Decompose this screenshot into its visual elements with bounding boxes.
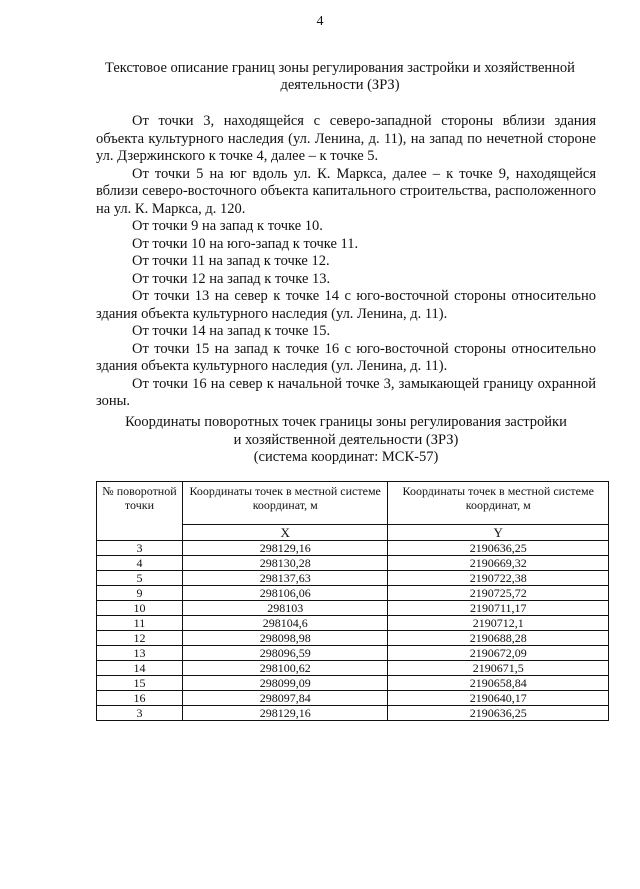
cell-point: 13 bbox=[97, 646, 183, 661]
table-row bbox=[97, 616, 609, 631]
cell-x: 298137,63 bbox=[182, 571, 388, 586]
table-row bbox=[97, 631, 609, 646]
cell-point: 4 bbox=[97, 556, 183, 571]
cell-point: 11 bbox=[97, 616, 183, 631]
header-x-coordinates: Координаты точек в местной системе координат, м bbox=[182, 482, 388, 525]
cell-x: 298104,6 bbox=[182, 616, 388, 631]
cell-y: 2190725,72 bbox=[388, 586, 609, 601]
cell-point: 15 bbox=[97, 676, 183, 691]
coordinates-title-line2: и хозяйственной деятельности (ЗРЗ) bbox=[233, 431, 459, 448]
description-paragraph: От точки 3, находящейся с северо-западной стороны вблизи здания объекта культурного наследия (ул. Ленина, д. 11), на запад по нечетной стороне ул. Дзержинского к точке 4, далее – к точке 5. bbox=[96, 113, 596, 164]
coordinates-title-line3: (система координат: МСК-57) bbox=[253, 449, 439, 465]
cell-point: 12 bbox=[97, 631, 183, 646]
cell-y: 2190671,5 bbox=[388, 661, 609, 676]
coordinates-title bbox=[96, 414, 596, 467]
table-row bbox=[97, 586, 609, 601]
coordinates-title-line1: Координаты поворотных точек границы зоны регулирования застройки bbox=[125, 414, 567, 430]
table-row bbox=[97, 661, 609, 676]
cell-x: 298130,28 bbox=[182, 556, 388, 571]
description-paragraph: От точки 13 на север к точке 14 с юго-восточной стороны относительно здания объекта культурного наследия (ул. Ленина, д. 11). bbox=[96, 288, 596, 322]
cell-point: 14 bbox=[97, 661, 183, 676]
cell-point: 16 bbox=[97, 691, 183, 706]
description-paragraph: От точки 16 на север к начальной точке 3, замыкающей границу охранной зоны. bbox=[96, 375, 596, 409]
description-paragraph: От точки 5 на юг вдоль ул. К. Маркса, далее – к точке 9, находящейся вблизи северо-восточного объекта капитального строительства, расположенного на ул. К. Маркса, д. 120. bbox=[96, 165, 596, 217]
cell-y: 2190722,38 bbox=[388, 571, 609, 586]
header-y-axis: Y bbox=[388, 525, 609, 541]
cell-point: 3 bbox=[97, 706, 183, 721]
document-title: Текстовое описание границ зоны регулирования застройки и хозяйственной деятельности (ЗРЗ) bbox=[105, 60, 575, 93]
cell-y: 2190658,84 bbox=[388, 676, 609, 691]
cell-y: 2190688,28 bbox=[388, 631, 609, 646]
cell-x: 298129,16 bbox=[182, 541, 388, 556]
cell-y: 2190636,25 bbox=[388, 706, 609, 721]
table-row bbox=[97, 541, 609, 556]
cell-y: 2190712,1 bbox=[388, 616, 609, 631]
description-paragraph: От точки 15 на запад к точке 16 с юго-восточной стороны относительно здания объекта культурного наследия (ул. Ленина, д. 11). bbox=[96, 340, 596, 374]
cell-y: 2190636,25 bbox=[388, 541, 609, 556]
table-row bbox=[97, 646, 609, 661]
description-paragraph: От точки 9 на запад к точке 10. bbox=[132, 218, 323, 234]
table-row bbox=[97, 571, 609, 586]
cell-y: 2190640,17 bbox=[388, 691, 609, 706]
cell-point: 3 bbox=[97, 541, 183, 556]
cell-x: 298100,62 bbox=[182, 661, 388, 676]
table-row bbox=[97, 556, 609, 571]
table-row bbox=[97, 601, 609, 616]
description-paragraph: От точки 10 на юго-запад к точке 11. bbox=[132, 235, 359, 252]
cell-x: 298097,84 bbox=[182, 691, 388, 706]
header-x-axis: X bbox=[182, 525, 388, 541]
cell-x: 298099,09 bbox=[182, 676, 388, 691]
cell-point: 10 bbox=[97, 601, 183, 616]
description-paragraph: От точки 11 на запад к точке 12. bbox=[132, 253, 330, 269]
cell-y: 2190711,17 bbox=[388, 601, 609, 616]
table-row bbox=[97, 676, 609, 691]
cell-x: 298098,98 bbox=[182, 631, 388, 646]
cell-x: 298106,06 bbox=[182, 586, 388, 601]
cell-x: 298103 bbox=[182, 601, 388, 616]
cell-y: 2190672,09 bbox=[388, 646, 609, 661]
coordinates-table bbox=[96, 481, 609, 721]
cell-y: 2190669,32 bbox=[388, 556, 609, 571]
table-row bbox=[97, 691, 609, 706]
header-y-coordinates: Координаты точек в местной системе координат, м bbox=[388, 482, 609, 525]
boundary-description bbox=[96, 113, 596, 411]
cell-point: 9 bbox=[97, 586, 183, 601]
table-row bbox=[97, 706, 609, 721]
description-paragraph: От точки 14 на запад к точке 15. bbox=[132, 323, 331, 339]
page-number: 4 bbox=[316, 14, 324, 29]
cell-x: 298129,16 bbox=[182, 706, 388, 721]
header-point-number: № поворотной точки bbox=[97, 482, 183, 541]
cell-x: 298096,59 bbox=[182, 646, 388, 661]
cell-point: 5 bbox=[97, 571, 183, 586]
description-paragraph: От точки 12 на запад к точке 13. bbox=[132, 270, 331, 287]
